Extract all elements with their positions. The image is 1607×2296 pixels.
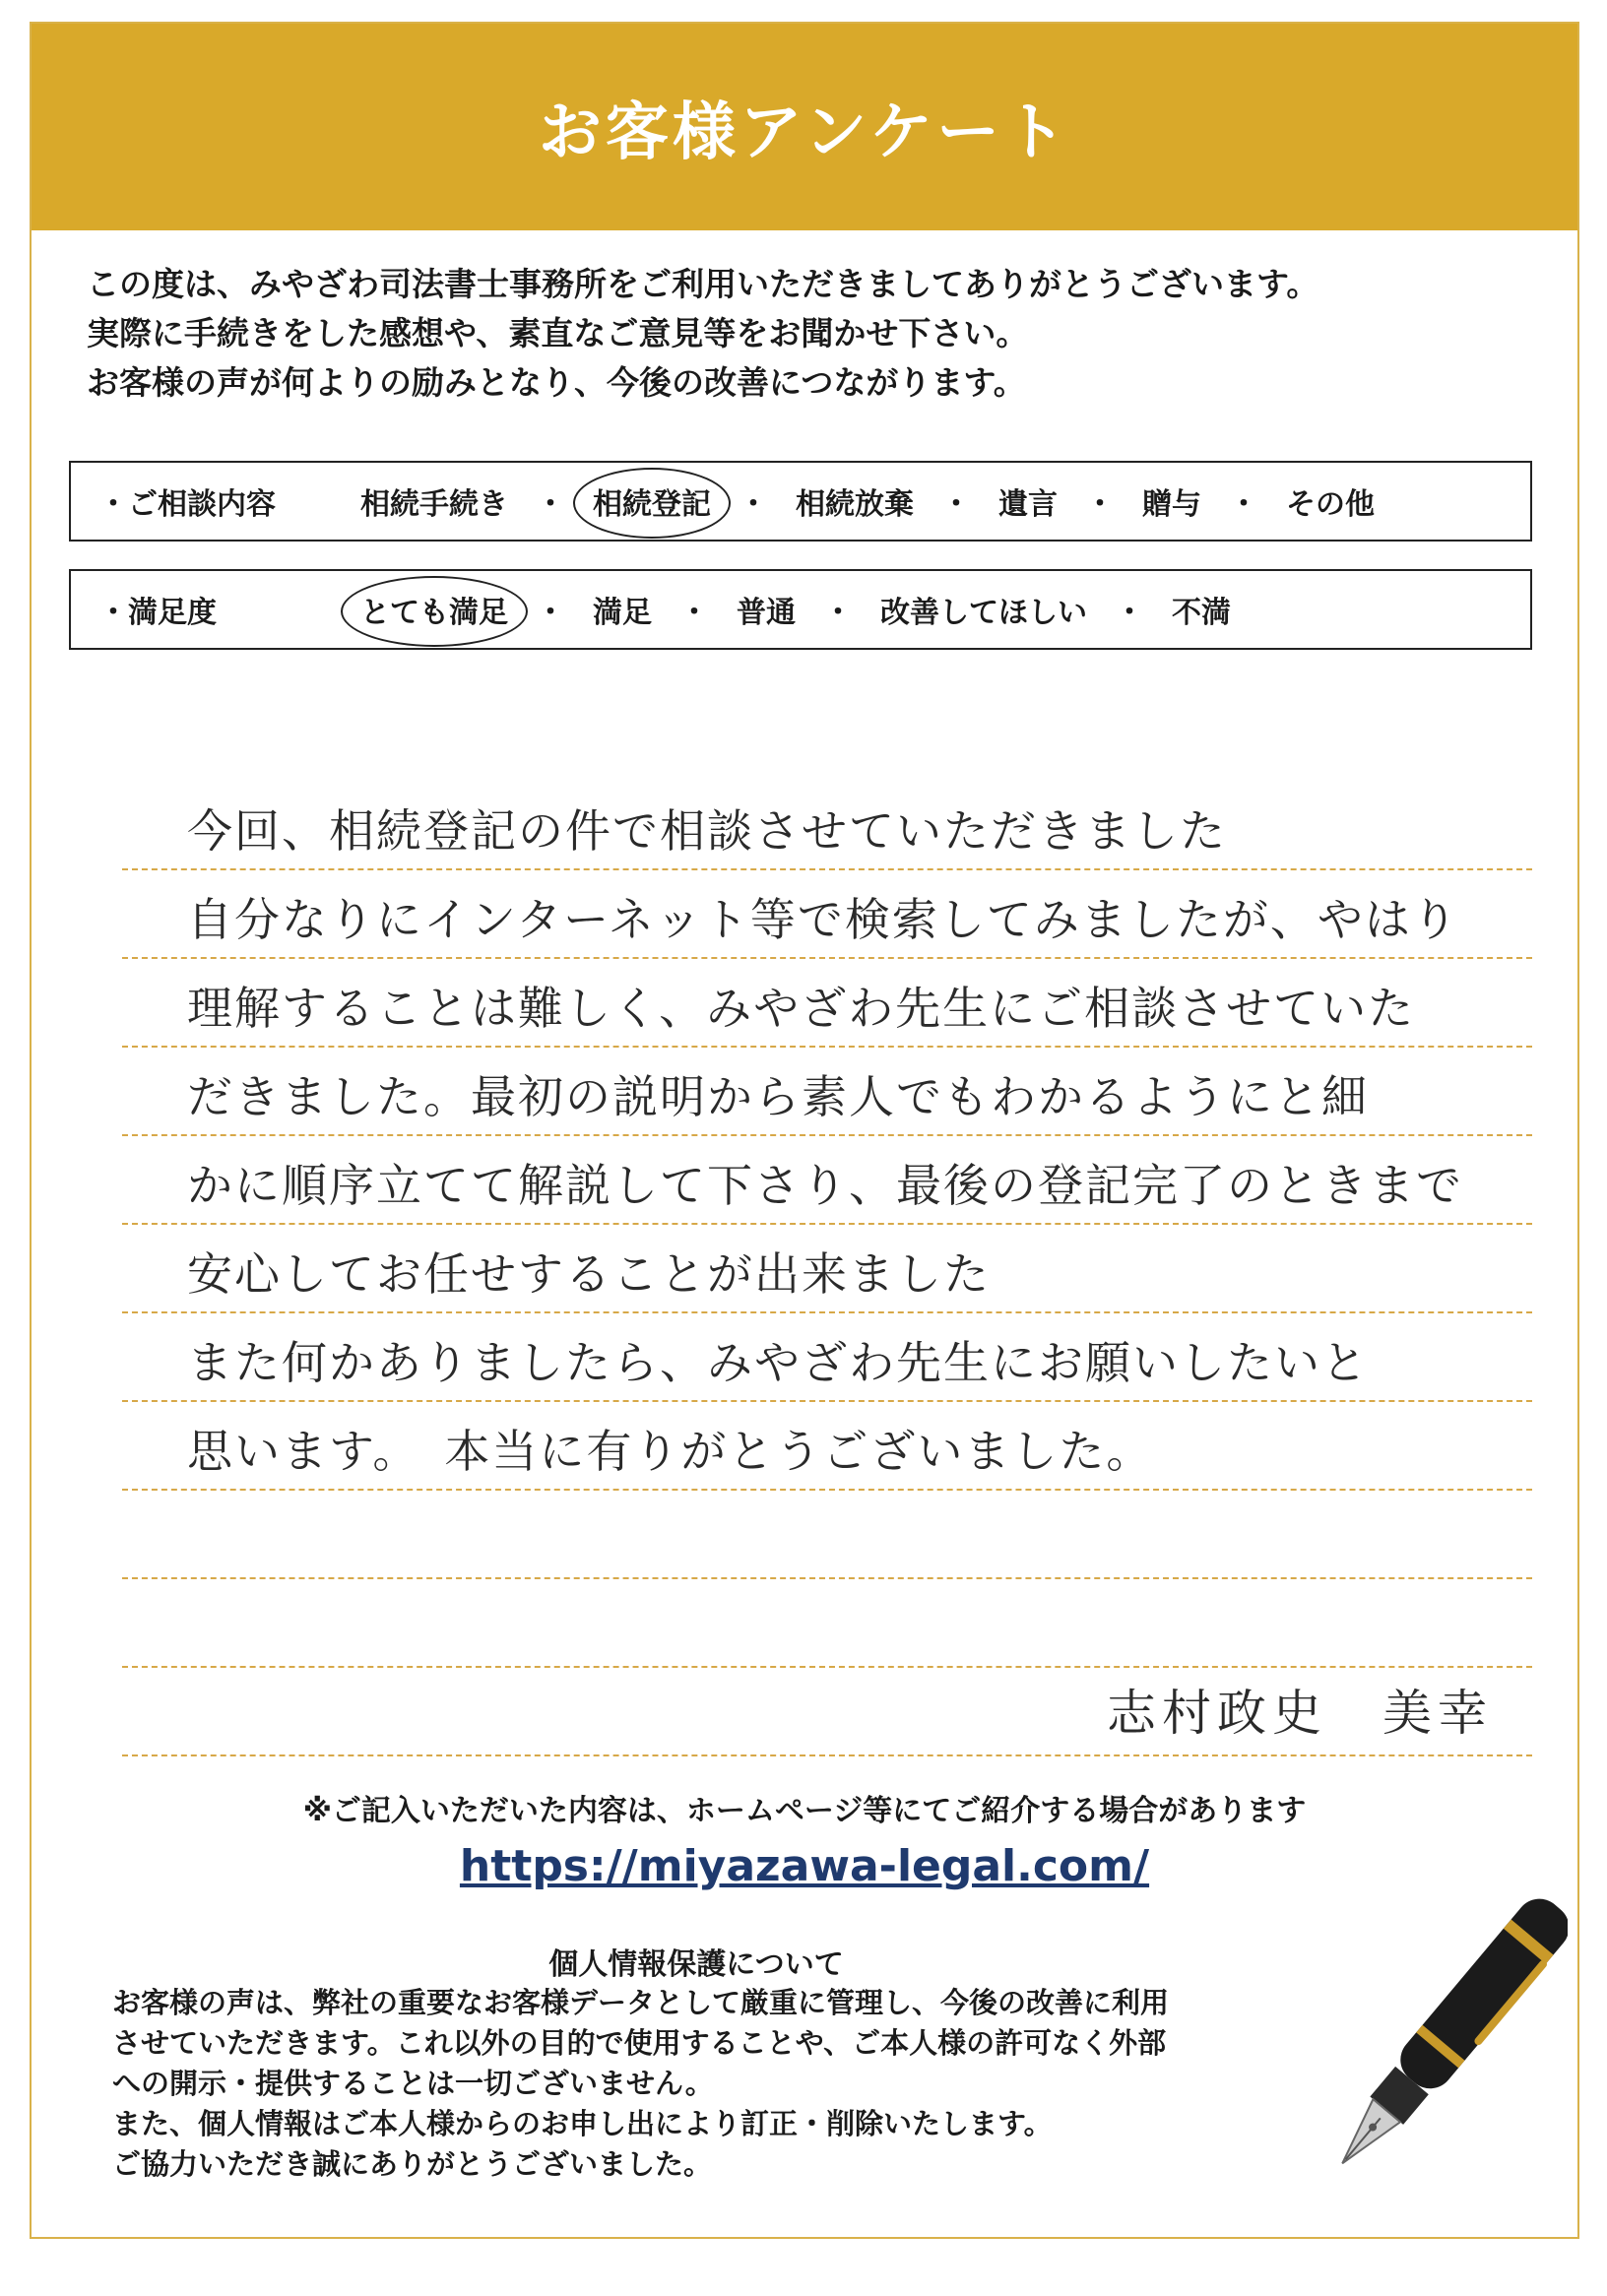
option-separator: ・ <box>679 596 709 630</box>
satisfaction-option[interactable]: 普通 <box>737 596 796 630</box>
intro-line: お客様の声が何よりの励みとなり、今後の改善につながります。 <box>87 363 1026 402</box>
option-separator: ・ <box>1085 487 1115 522</box>
satisfaction-row <box>69 569 1532 650</box>
privacy-text <box>112 1983 1392 2185</box>
comment-area <box>122 782 1532 1756</box>
privacy-title: 個人情報保護について <box>548 1947 844 1982</box>
satisfaction-option[interactable]: 改善してほしい <box>880 596 1087 630</box>
comment-line <box>122 1491 1532 1579</box>
comment-line <box>122 1668 1532 1756</box>
comment-text: 自分なりにインターネット等で検索してみましたが、やはり <box>187 893 1459 946</box>
consultation-option[interactable]: 贈与 <box>1142 487 1201 522</box>
satisfaction-options <box>347 582 1245 637</box>
satisfaction-label: ・満足度 <box>98 596 217 630</box>
consultation-option[interactable]: 遺言 <box>998 487 1058 522</box>
option-separator: ・ <box>823 596 853 630</box>
comment-text: かに順序立てて解説して下さり、最後の登記完了のときまで <box>187 1159 1463 1212</box>
website-link[interactable]: https://miyazawa-legal.com/ <box>459 1841 1150 1891</box>
comment-line <box>122 1579 1532 1668</box>
intro-text <box>87 260 1524 408</box>
comment-text: また何かありましたら、みやざわ先生にお願いしたいと <box>187 1336 1369 1389</box>
satisfaction-option[interactable]: 満足 <box>593 596 652 630</box>
comment-line <box>122 782 1532 870</box>
consultation-option[interactable]: 相続手続き <box>360 487 508 522</box>
survey-sheet <box>30 22 1579 2239</box>
privacy-line: お客様の声は、弊社の重要なお客様データとして厳重に管理し、今後の改善に利用 <box>112 1986 1170 2019</box>
page-title: お客様アンケート <box>538 96 1071 169</box>
comment-text: 思います。 本当に有りがとうございました。 <box>187 1425 1154 1478</box>
option-separator: ・ <box>941 487 971 522</box>
signature: 志村政史 美幸 <box>1107 1685 1493 1742</box>
privacy-line: また、個人情報はご本人様からのお申し出により訂正・削除いたします。 <box>112 2107 1053 2140</box>
satisfaction-option[interactable]: とても満足 <box>347 582 522 637</box>
satisfaction-option[interactable]: 不満 <box>1172 596 1231 630</box>
consultation-option[interactable]: 相続放棄 <box>796 487 914 522</box>
option-separator: ・ <box>536 487 565 522</box>
privacy-line: させていただきます。これ以外の目的で使用することや、ご本人様の許可なく外部 <box>112 2026 1167 2060</box>
comment-line <box>122 959 1532 1048</box>
comment-line <box>122 1402 1532 1491</box>
option-separator: ・ <box>1229 487 1258 522</box>
consultation-label: ・ご相談内容 <box>98 487 276 522</box>
comment-text: 今回、相続登記の件で相談させていただきました <box>187 804 1227 858</box>
publication-notice: ※ご記入いただいた内容は、ホームページ等にてご紹介する場合があります <box>302 1794 1307 1828</box>
intro-line: この度は、みやざわ司法書士事務所をご利用いただきましてありがとうございます。 <box>87 265 1319 303</box>
comment-text: だきました。最初の説明から素人でもわかるようにと細 <box>187 1070 1369 1123</box>
option-separator: ・ <box>536 596 565 630</box>
header-banner <box>32 24 1577 230</box>
privacy-line: ご協力いただき誠にありがとうございました。 <box>112 2147 713 2181</box>
fountain-pen-icon <box>1321 1875 1568 2200</box>
comment-line <box>122 1048 1532 1136</box>
comment-text: 理解することは難しく、みやざわ先生にご相談させていた <box>187 982 1416 1035</box>
comment-line <box>122 870 1532 959</box>
option-separator: ・ <box>1115 596 1144 630</box>
consultation-row <box>69 461 1532 542</box>
consultation-options <box>347 474 1388 529</box>
intro-line: 実際に手続きをした感想や、素直なご意見等をお聞かせ下さい。 <box>87 314 1029 352</box>
consultation-option[interactable]: 相続登記 <box>579 474 725 529</box>
comment-text: 安心してお任せすることが出来ました <box>187 1247 991 1301</box>
comment-line <box>122 1136 1532 1225</box>
comment-line <box>122 1225 1532 1313</box>
option-separator: ・ <box>739 487 768 522</box>
consultation-option[interactable]: その他 <box>1286 487 1375 522</box>
comment-line <box>122 1313 1532 1402</box>
privacy-line: への開示・提供することは一切ございません。 <box>112 2067 714 2100</box>
